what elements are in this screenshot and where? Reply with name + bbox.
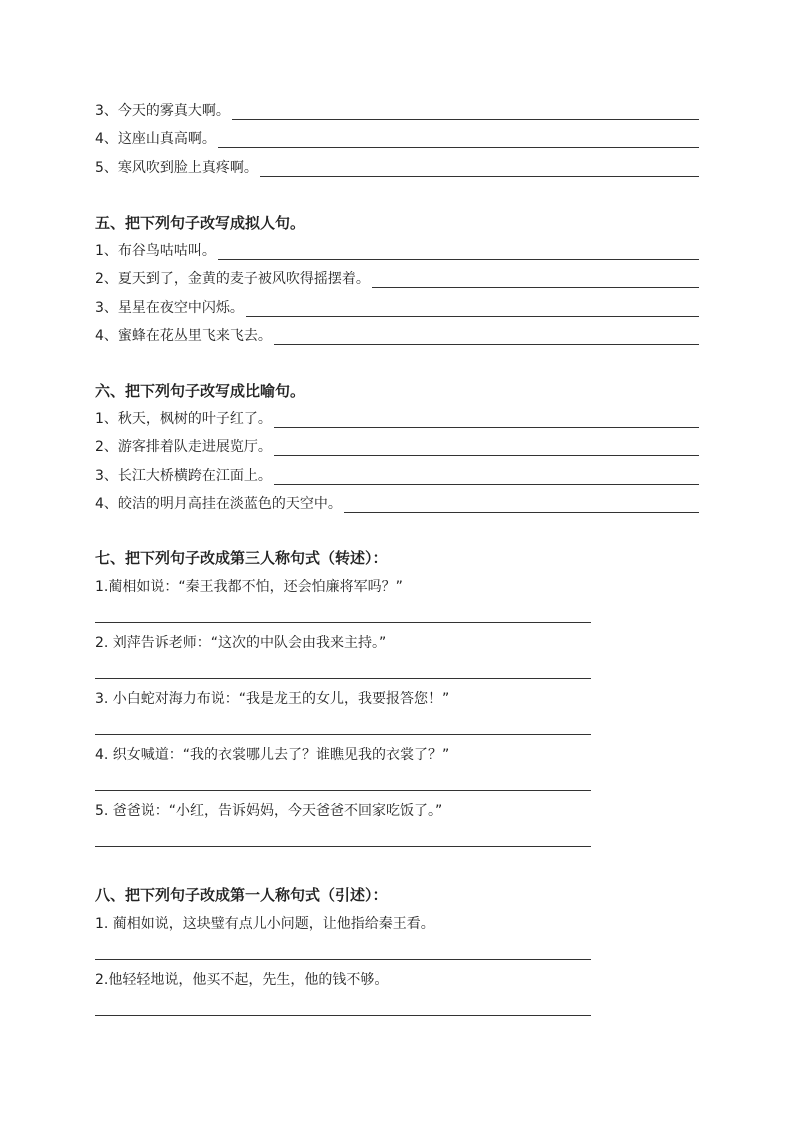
sec5-item-2-text: 2、夏天到了，金黄的麦子被风吹得摇摆着。 xyxy=(95,271,370,287)
sec6-item-4-answer-line[interactable] xyxy=(344,498,699,513)
sec4-item-5 xyxy=(95,157,699,177)
sec4-item-4-text: 4、这座山真高啊。 xyxy=(95,131,216,147)
sec8-title: 八、把下列句子改成第一人称句式（引述）： xyxy=(95,886,388,904)
sec6-item-1 xyxy=(95,408,699,428)
sec6-item-3-answer-line[interactable] xyxy=(274,470,699,485)
sec7-item-2-text: 2. 刘萍告诉老师：“这次的中队会由我来主持。” xyxy=(95,635,387,651)
sec6-item-1-text: 1、秋天，枫树的叶子红了。 xyxy=(95,411,272,427)
sec5-item-3-text: 3、星星在夜空中闪烁。 xyxy=(95,300,244,316)
sec4-item-4-answer-line[interactable] xyxy=(218,133,699,148)
sec7-item-1-answer-line[interactable] xyxy=(95,622,591,623)
sec6-item-1-answer-line[interactable] xyxy=(274,413,699,428)
sec6-title: 六、把下列句子改写成比喻句。 xyxy=(95,382,306,400)
sec7-item-1-text: 1.蔺相如说：“秦王我都不怕，还会怕廉将军吗？” xyxy=(95,579,403,595)
sec4-item-3-text: 3、今天的雾真大啊。 xyxy=(95,103,230,119)
sec6-item-2-answer-line[interactable] xyxy=(274,441,699,456)
sec6-item-4 xyxy=(95,493,699,513)
sec7-item-3-text: 3. 小白蛇对海力布说：“我是龙王的女儿，我要报答您！” xyxy=(95,691,450,707)
sec4-item-4 xyxy=(95,128,699,148)
sec5-item-1 xyxy=(95,240,699,260)
sec5-item-4 xyxy=(95,325,699,345)
sec8-item-2-text: 2.他轻轻地说，他买不起，先生，他的钱不够。 xyxy=(95,972,389,988)
sec4-item-5-answer-line[interactable] xyxy=(260,162,699,177)
sec5-item-1-answer-line[interactable] xyxy=(218,245,699,260)
sec7-item-4-text: 4. 织女喊道：“我的衣裳哪儿去了？谁瞧见我的衣裳了？” xyxy=(95,747,450,763)
sec6-item-3 xyxy=(95,465,699,485)
sec6-item-4-text: 4、皎洁的明月高挂在淡蓝色的天空中。 xyxy=(95,496,342,512)
sec5-item-2-answer-line[interactable] xyxy=(372,273,699,288)
sec4-item-3 xyxy=(95,100,699,120)
sec5-item-3-answer-line[interactable] xyxy=(246,302,699,317)
sec5-item-3 xyxy=(95,297,699,317)
sec4-item-3-answer-line[interactable] xyxy=(232,105,699,120)
sec6-item-2-text: 2、游客排着队走进展览厅。 xyxy=(95,439,272,455)
sec7-item-5-text: 5. 爸爸说：“小红，告诉妈妈，今天爸爸不回家吃饭了。” xyxy=(95,803,443,819)
sec8-item-2-answer-line[interactable] xyxy=(95,1015,591,1016)
sec7-item-3-answer-line[interactable] xyxy=(95,734,591,735)
sec7-item-4-answer-line[interactable] xyxy=(95,790,591,791)
sec6-item-3-text: 3、长江大桥横跨在江面上。 xyxy=(95,468,272,484)
sec7-item-5-answer-line[interactable] xyxy=(95,846,591,847)
sec4-item-5-text: 5、寒风吹到脸上真疼啊。 xyxy=(95,160,258,176)
sec5-item-4-answer-line[interactable] xyxy=(274,330,699,345)
sec7-title: 七、把下列句子改成第三人称句式（转述）： xyxy=(95,549,388,567)
sec5-item-4-text: 4、蜜蜂在花丛里飞来飞去。 xyxy=(95,328,272,344)
sec8-item-1-text: 1. 蔺相如说，这块璧有点儿小问题，让他指给秦王看。 xyxy=(95,916,435,932)
sec5-item-1-text: 1、布谷鸟咕咕叫。 xyxy=(95,243,216,259)
sec7-item-2-answer-line[interactable] xyxy=(95,678,591,679)
sec6-item-2 xyxy=(95,436,699,456)
sec5-item-2 xyxy=(95,268,699,288)
sec5-title: 五、把下列句子改写成拟人句。 xyxy=(95,214,306,232)
sec8-item-1-answer-line[interactable] xyxy=(95,959,591,960)
